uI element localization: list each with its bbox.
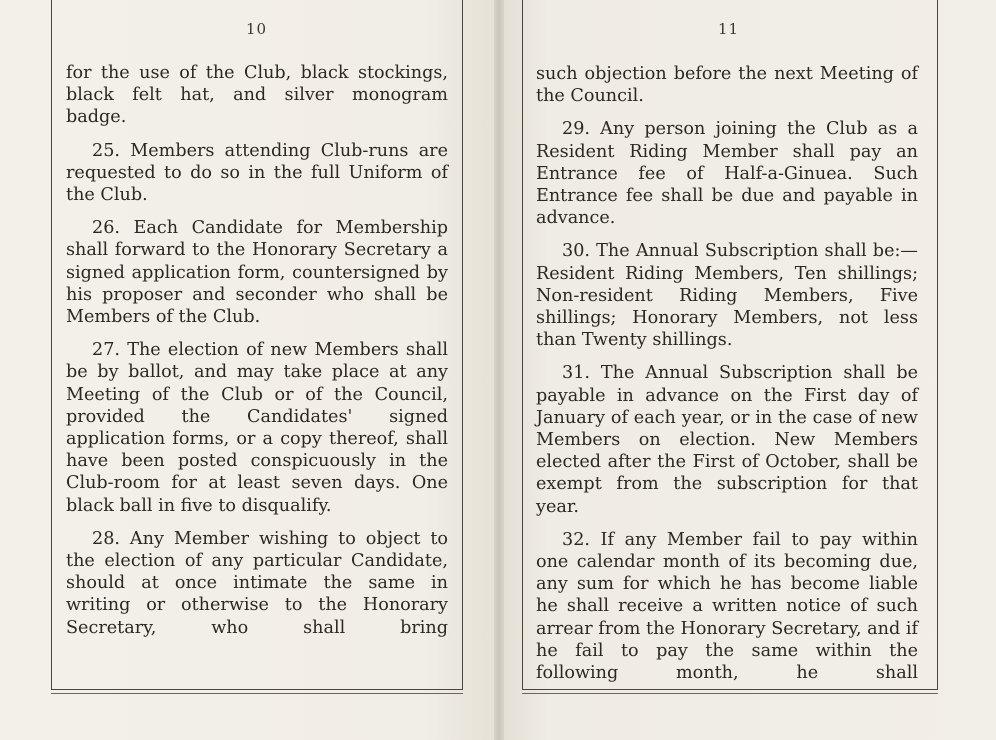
left-page-text [66, 62, 448, 639]
paragraph-30: 30. The Annual Subscription shall be:—Resident Riding Members, Ten shillings; Non-resident Riding Members, Five shillings; Honorary Members, not less than Twenty shillings. [536, 241, 918, 351]
right-page-number: 11 [718, 20, 740, 38]
paragraph-32: 32. If any Member fail to pay within one calendar month of its becoming due, any sum for which he has become liable he shall receive a written notice of such arrear from the Honorary Secretary, and if he fail to pay the same within the following month, he shall [536, 529, 918, 684]
book-gutter [494, 0, 504, 740]
left-page-number: 10 [246, 20, 268, 38]
paragraph-31: 31. The Annual Subscription shall be payable in advance on the First day of January of each year, or in the case of new Members on election. New Members elected after the First of October, shall be exempt from the subscription for that year. [536, 363, 918, 517]
paragraph-26: 26. Each Candidate for Membership shall forward to the Honorary Secretary a signed application form, countersigned by his proposer and seconder who shall be Members of the Club. [66, 218, 448, 328]
paragraph-24-continued: for the use of the Club, black stockings, black felt hat, and silver monogram badge. [66, 63, 448, 128]
right-page-text [536, 63, 918, 684]
paragraph-28-continued: such objection before the next Meeting of the Council. [536, 64, 918, 107]
paragraph-29: 29. Any person joining the Club as a Resident Riding Member shall pay an Entrance fee of Half-a-Ginuea. Such Entrance fee shall be due and payable in advance. [536, 119, 918, 229]
paragraph-28: 28. Any Member wishing to object to the election of any particular Candidate, should at once intimate the same in writing or otherwise to the Honorary Secretary, who shall bring [66, 528, 448, 638]
paragraph-27: 27. The election of new Members shall be by ballot, and may take place at any Meeting of the Club or of the Council, provided the Candidates' signed application forms, or a copy thereof, shall have been posted conspicuously in the Club-room for at least seven days. One black ball in five to disqualify. [66, 340, 448, 516]
paragraph-25: 25. Members attending Club-runs are requested to do so in the full Uniform of the Club. [66, 140, 448, 206]
right-page [498, 0, 996, 740]
